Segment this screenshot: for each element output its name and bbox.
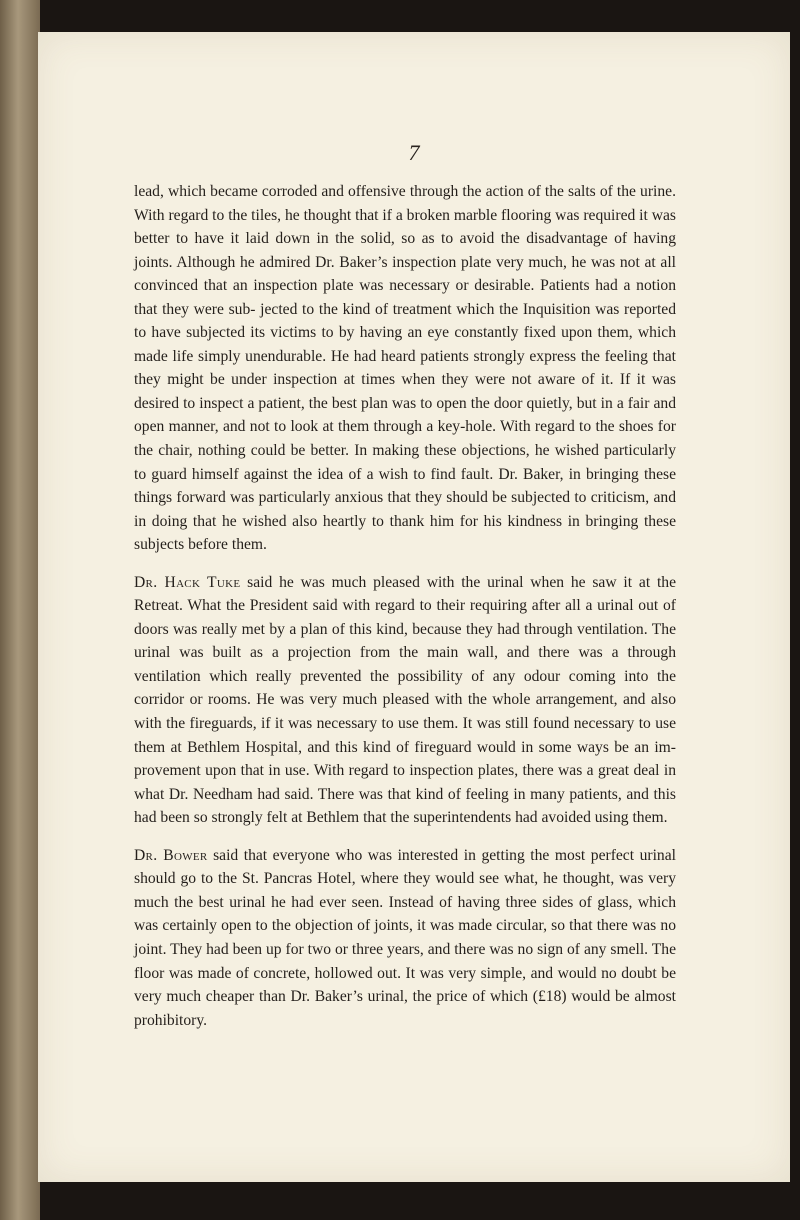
paragraph-1 xyxy=(134,180,676,557)
body-text xyxy=(134,180,676,1046)
book-page xyxy=(38,32,790,1182)
paragraph-1-text: lead, which became corroded and offensive through the action of the salts of the urine. With regard to the tiles, he thought that if a broken marble flooring was required it was better to have it laid down in the solid, so as to avoid the disadvantage of having joints. Although he admired Dr. Baker’s inspection plate very much, he was not at all convinced that an inspection plate was necessary or desirable. Patients had a notion that they were sub- jected to the kind of treatment which the Inquisition was reported to have subjected its victims to by having an eye constantly fixed upon them, which made life simply unendurable. He had heard patients strongly express the feeling that they might be under inspection at times when they were not aware of it. If it was desired to inspect a patient, the best plan was to open the door quietly, but in a fair and open manner, and not to look at them through a key-hole. With regard to the shoes for the chair, nothing could be better. In making these objections, he wished particularly to guard himself against the idea of a wish to find fault. Dr. Baker, in bringing these things forward was particularly anxious that they should be subjected to criticism, and in doing that he wished also heartly to thank him for his kindness in bringing these subjects before them. xyxy=(134,183,676,554)
paragraph-2-text: said he was much pleased with the urinal when he saw it at the Retreat. What the President said with regard to their requiring after all a urinal out of doors was really met by a plan of this kind, because they had through ventilation. The urinal was built as a projection from the main wall, and there was a through ventilation which really prevented the possibility of any odour coming into the corridor or rooms. He was very much pleased with the whole arrangement, and also with the fireguards, if it was necessary to use them. It was still found necessary to use them at Bethlem Hospital, and this kind of fireguard would in some ways be an im- provement upon that in use. With regard to inspection plates, there was a great deal in what Dr. Needham had said. There was that kind of feeling in many patients, and this had been so strongly felt at Bethlem that the superintendents had avoided using them. xyxy=(134,573,677,827)
paragraph-3 xyxy=(134,844,676,1032)
book-left-edge xyxy=(0,0,40,1220)
page-number: 7 xyxy=(408,140,420,165)
speaker-name: Dr. Hack Tuke xyxy=(134,573,241,591)
speaker-name: Dr. Bower xyxy=(134,846,208,864)
paragraph-3-text: said that everyone who was interested in getting the most perfect urinal should go to the St. Pancras Hotel, where they would see what, he thought, was very much the best urinal he had ever seen. Instead of having three sides of glass, which was certainly open to the objection of joints, it was made circular, so that there was no joint. They had been up for two or three years, and there was no sign of any smell. The floor was made of concrete, hollowed out. It was very simple, and would no doubt be very much cheaper than Dr. Baker’s urinal, the price of which (£18) would be almost prohibitory. xyxy=(134,846,676,1029)
paragraph-2 xyxy=(134,571,676,830)
